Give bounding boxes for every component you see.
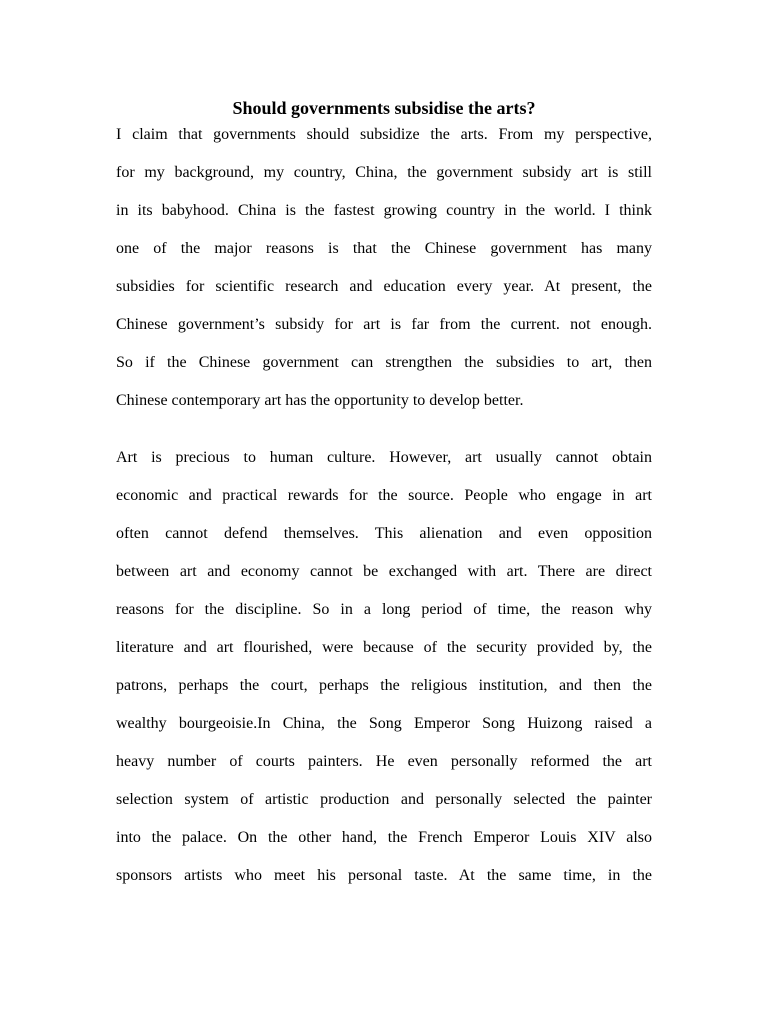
text-line: literature and art flourished, were because of the security provided by, the <box>116 639 652 656</box>
text-line: Art is precious to human culture. However, art usually cannot obtain <box>116 449 652 466</box>
paragraph-1 <box>116 126 652 430</box>
text-line: heavy number of courts painters. He even personally reformed the art <box>116 753 652 770</box>
document-title: Should governments subsidise the arts? <box>232 98 536 118</box>
text-line: for my background, my country, China, the government subsidy art is still <box>116 164 652 181</box>
text-line: one of the major reasons is that the Chinese government has many <box>116 240 652 257</box>
text-line: reasons for the discipline. So in a long period of time, the reason why <box>116 601 652 618</box>
text-line: wealthy bourgeoisie.In China, the Song Emperor Song Huizong raised a <box>116 715 652 732</box>
text-line: economic and practical rewards for the source. People who engage in art <box>116 487 652 504</box>
text-line: I claim that governments should subsidize the arts. From my perspective, <box>116 126 652 143</box>
text-line: patrons, perhaps the court, perhaps the religious institution, and then the <box>116 677 652 694</box>
text-line: Chinese government’s subsidy for art is far from the current. not enough. <box>116 316 652 333</box>
paragraph-2 <box>116 449 652 905</box>
text-line: selection system of artistic production and personally selected the painter <box>116 791 652 808</box>
text-line: Chinese contemporary art has the opportunity to develop better. <box>116 392 524 409</box>
text-line: often cannot defend themselves. This alienation and even opposition <box>116 525 652 542</box>
text-line: between art and economy cannot be exchanged with art. There are direct <box>116 563 652 580</box>
text-line: So if the Chinese government can strengthen the subsidies to art, then <box>116 354 652 371</box>
text-line: into the palace. On the other hand, the French Emperor Louis XIV also <box>116 829 652 846</box>
text-line: subsidies for scientific research and education every year. At present, the <box>116 278 652 295</box>
text-line: sponsors artists who meet his personal taste. At the same time, in the <box>116 867 652 884</box>
text-line: in its babyhood. China is the fastest growing country in the world. I think <box>116 202 652 219</box>
